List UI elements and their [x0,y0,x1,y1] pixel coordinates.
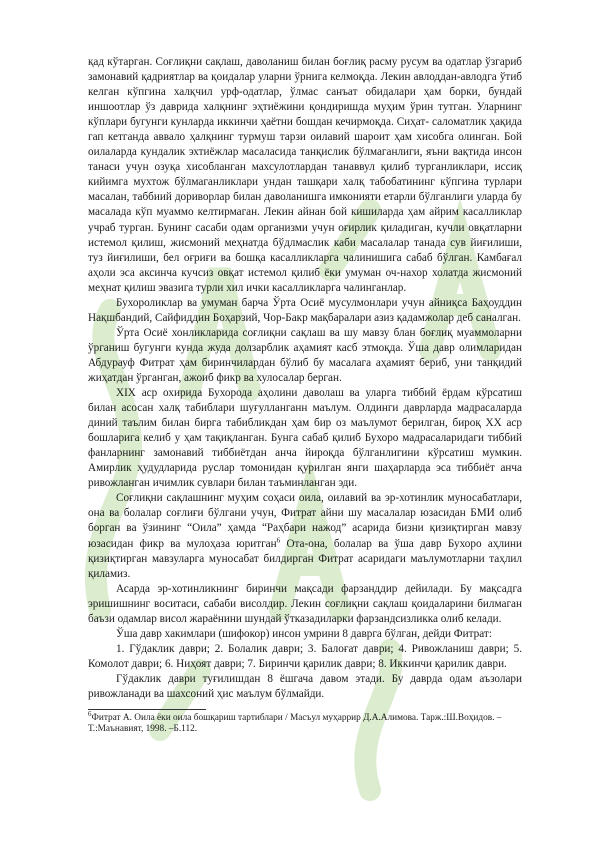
paragraph-5-continuation: Ота-она, болалар ва ўша давр Бухоро аҳлини қизиқтирган мавзуларга муносабат билдирган Фитрат асаридаги маълумотларни таҳлил қиламиз. [88,537,522,580]
paragraph-5 [88,491,522,581]
paragraph-8: Гўдаклик даври туғилишдан 8 ёшгача давом этади. Бу даврда одам аъзолари ривожланади ва шахсоний ҳис маълум бўлмайди. [88,672,522,700]
footnote [88,709,522,735]
document-body [88,55,522,735]
footnote-marker: 6 [88,709,92,718]
paragraph-5-text: Соғлиқни сақлашнинг муҳим соҳаси оила, оилавий ва эр-хотинлик муносабатлари, она ва болалар соғлиғи бўлгани учун, Фитрат айни шу масалалар юзасидан БМИ олиб борган ва ўзининг “Оила” ҳамда “Раҳбари нажод” асарида бизни қизиқтирган мавзу юзасидан фикр ва мулоҳаза юритган [88,492,522,550]
paragraph-7: Ўша давр хакимлари (шифокор) инсон умрини 8 даврга бўлган, дейди Фитрат: [116,627,492,640]
paragraph-4: XIX аср охирида Бухорода аҳолини даволаш ва уларга тиббий ёрдам кўрсатиш билан асосан халқ табиблари шуғулланганн маълум. Олдинги даврларда мадрасаларда диний таълим билан бирга табибликдан ҳам бир оз маълумот берилган, бироқ XX аср бошларига келиб у ҳам тақиқланган. Бунга сабаб қилиб Бухоро мадрасаларидаги тиббий фанларнинг замонавий тиббиётдан анча йироқда бўлганлигини кўрсатиш мумкин. Амирлик ҳудудларида руслар томонидан қурилган янги шаҳарларда эса тиббиёт анча ривожланган ичимлик сувлари билан таъминланган эди. [88,387,522,490]
footnote-text: Фитрат А. Оила ёки оила бошқариш тартиблари / Масъул муҳаррир Д.А.Алимова. Тарж.:Ш.Воҳидов. – Т.:Маънавият, 1998. –Б.112. [88,713,502,735]
paragraph-6: Асарда эр-хотинликнинг биринчи мақсади фарзанддир дейилади. Бу мақсадга эришишнинг воситаси, сабаби висолдир. Лекин соғлиқни сақлаш қоидаларини билмаган баъзи одамлар висол жараёнини шундай ўтказадиларки фарзандсизликка олиб келади. [88,582,522,625]
footnote-reference[interactable]: 6 [276,535,281,544]
paragraph-1: қад кўтарган. Соғлиқни сақлаш, даволаниш билан боғлиқ расму русум ва одатлар ўзгариб замонавий қадриятлар ва қоидалар уларни ўрнига келмоқда. Лекин авлоддан-авлодга ўтиб келган кўпгина халқчил урф-одатлар, ўлмас санъат обидалари ҳам борки, бундай иншоотлар ўз даврида халқнинг эҳтиёжини қондиришда муҳим ўрин тутган. Уларнинг кўплари бугунги кунларда иккинчи ҳаётни бошдан кечирмоқда. Сиҳат- саломатлик ҳақида гап кетганда аввало ҳалқнинг турмуш тарзи оилавий шароит ҳам хисобга олинган. Бой оилаларда кундалик эхтиёжлар масаласида танқислик бўлмаганлиги, яъни вақтида инсон танаси учун озуқа хисобланган махсулотлардан танаввул қилиб турганликлари, иссиқ кийимга мухтож бўлмаганликлари ундан ташқари халқ табобатининг кўпгина турлари масалан, таббиий дориворлар билан даволанишга имконияти етарли бўлганлиги уларда бу масалада кўп муаммо келтирмаган. Лекин айнан бой кишиларда ҳам айрим касалликлар учраб турган. Бунинг сасаби одам организми учун оғирлик қиладиган, кучли овқатларни истемол қилиш, жисмоний меҳнатда бўдлмаслик каби масалалар танада сув йиғилиши, туз йиғилиши, бел оғриғи ва бошқа касалликларга чалинишига сабаб бўлган. Камбағал аҳоли эса аксинча кучсиз овқат истемол қилиб ёки умуман оч-нахор холатда жисмоний меҳнат қилиш эвазига турли хил ички касалликларга чалинганлар. [88,56,522,294]
periods-list: 1. Гўдаклик даври; 2. Болалик даври; 3. Балоғат даври; 4. Ривожланиш даври; 5. Комолот даври; 6. Ниҳоят даври; 7. Биринчи қарилик даври; 8. Иккинчи қарилик даври. [88,642,522,670]
paragraph-3: Ўрта Осиё хонликларида соғлиқни сақлаш ва шу мавзу блан боғлиқ муаммоларни ўрганиш бугунги кунда жуда долзарблик аҳамият касб этмоқда. Ўша давр олимларидан Абдурауф Фитрат ҳам биринчилардан бўлиб бу масалага аҳамият бериб, уни танқидий жиҳатдан ўрганган, ажоиб фикр ва хулосалар берган. [88,326,522,384]
footnote-separator [88,709,206,710]
paragraph-2: Бухороликлар ва умуман барча Ўрта Осиё мусулмонлари учун айниқса Баҳоуддин Нақшбандий, Сайфиддин Боҳарзий, Чор-Бакр мақбаралари азиз қадамжолар деб саналган. [88,296,522,324]
